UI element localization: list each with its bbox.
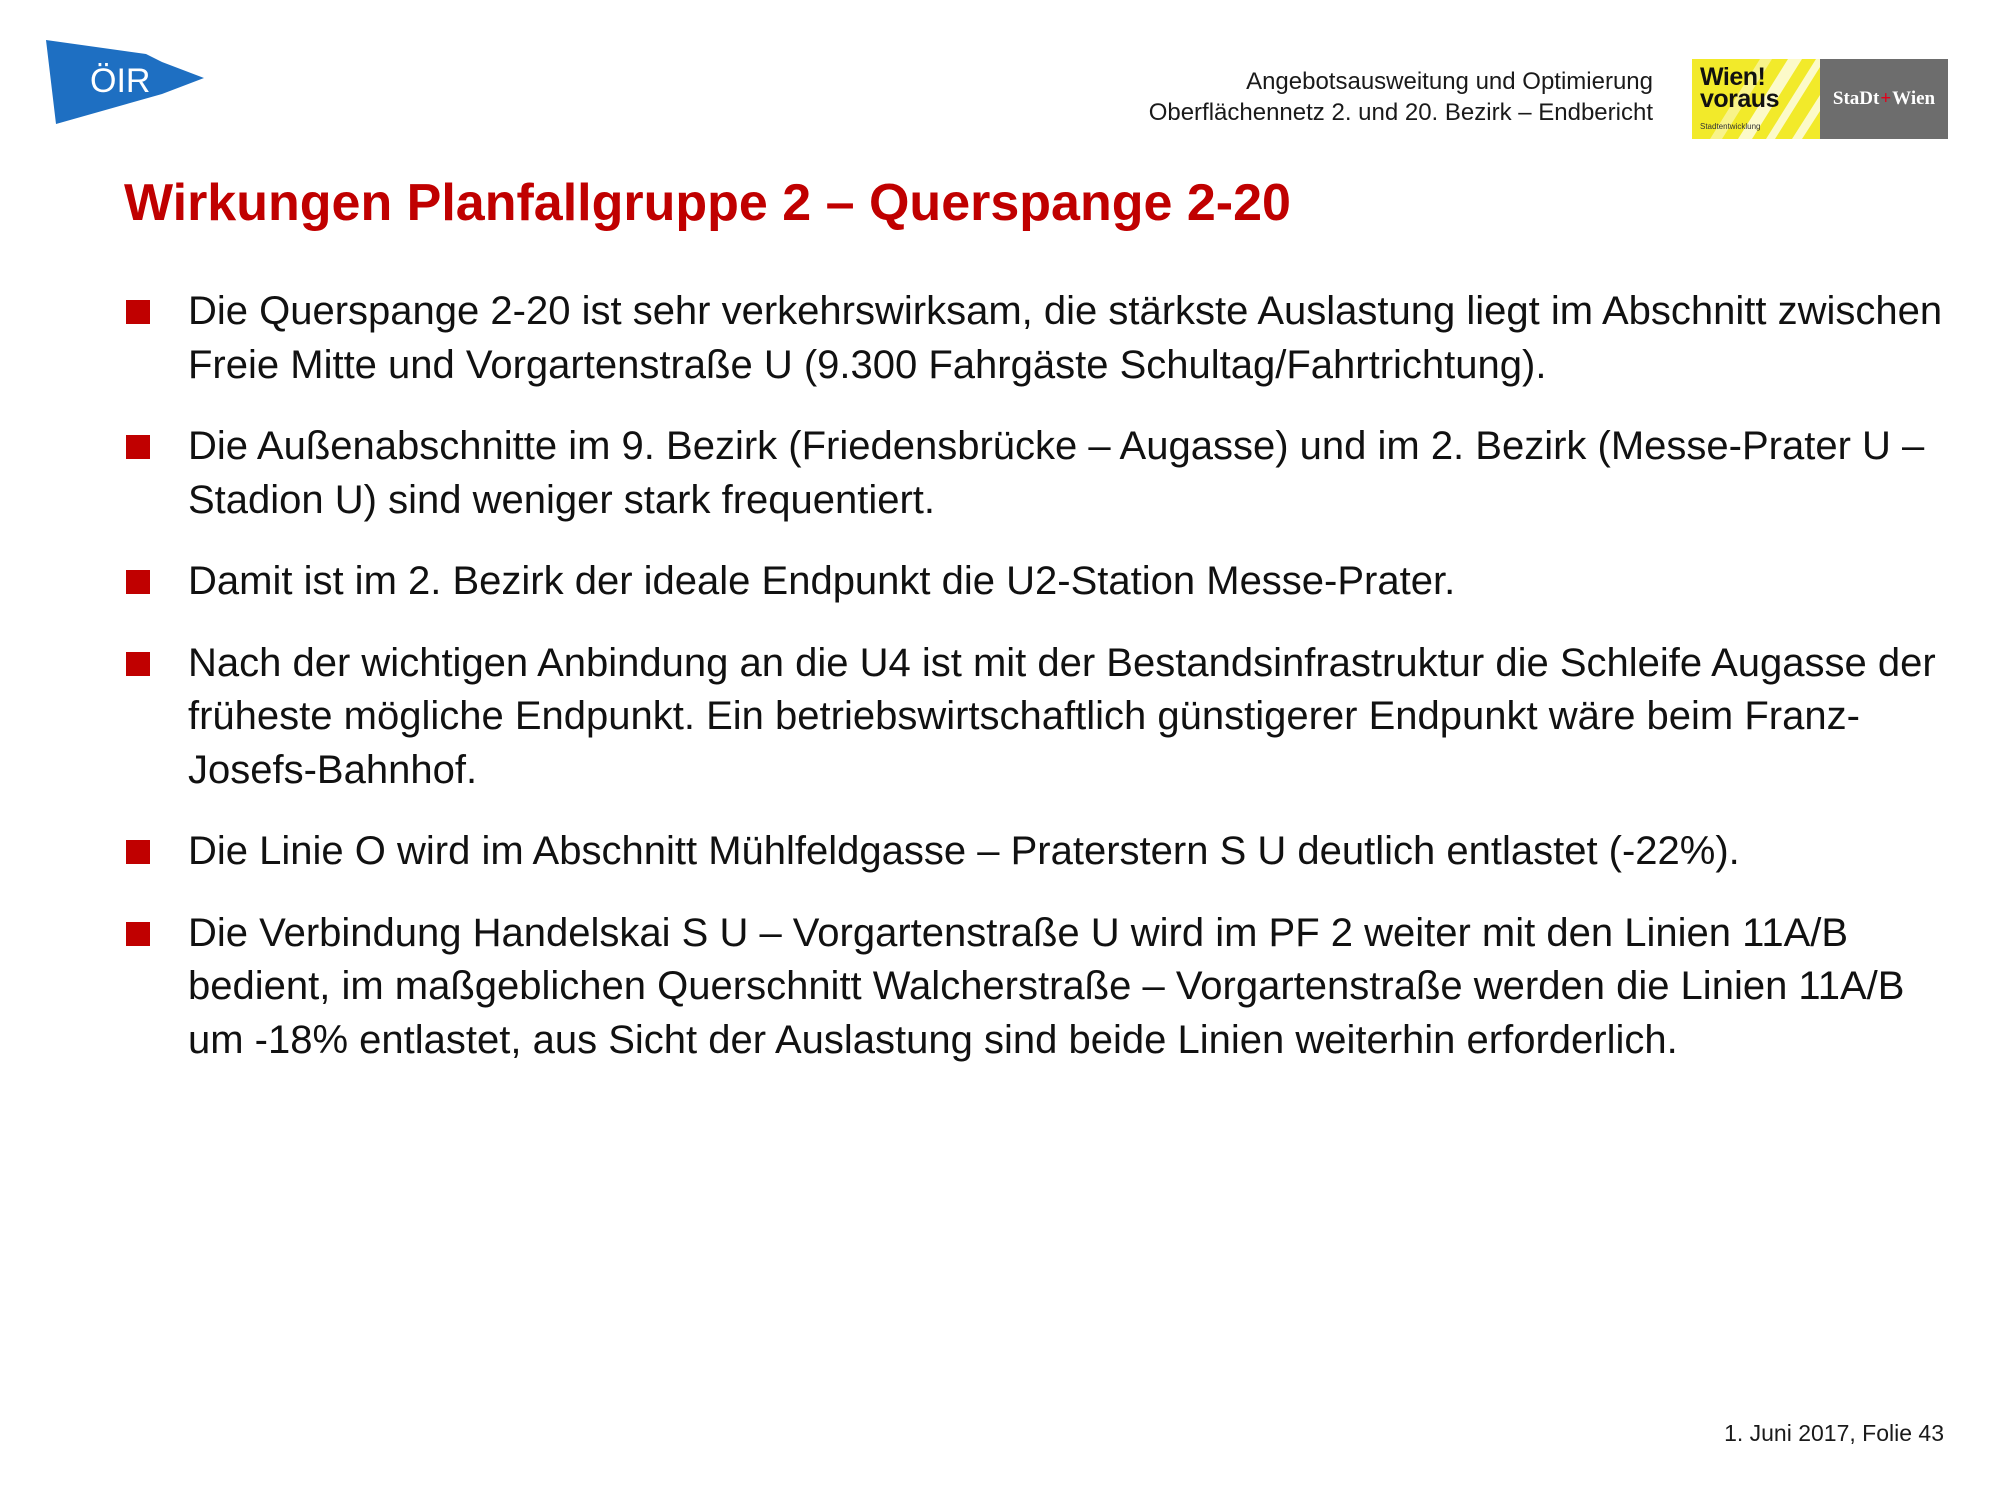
bullet-square-icon — [126, 840, 150, 864]
bullet-square-icon — [126, 570, 150, 594]
bullet-item — [126, 285, 1956, 392]
bullet-text: Damit ist im 2. Bezirk der ideale Endpunkt die U2-Station Messe-Prater. — [188, 559, 1456, 603]
bullet-square-icon — [126, 300, 150, 324]
bullet-square-icon — [126, 652, 150, 676]
stadt-logo-part-2: Wien — [1892, 88, 1936, 109]
header-line-1: Angebotsausweitung und Optimierung — [1246, 68, 1653, 95]
wien-logo-line-2: voraus — [1700, 85, 1779, 113]
bullet-square-icon — [126, 922, 150, 946]
page-title: Wirkungen Planfallgruppe 2 – Querspange 2-20 — [124, 174, 1291, 232]
footer-date-slide: 1. Juni 2017, Folie 43 — [1724, 1420, 1944, 1446]
stadt-wien-logo — [1820, 59, 1948, 139]
oir-logo — [46, 40, 206, 124]
wien-logo-line-3: Stadtentwicklung — [1700, 122, 1761, 131]
oir-logo-text: ÖIR — [90, 62, 151, 100]
bullet-text: Die Linie O wird im Abschnitt Mühlfeldgasse – Praterstern S U deutlich entlastet (-22%). — [188, 829, 1740, 873]
stadt-logo-part-1: StaDt — [1832, 88, 1880, 109]
bullet-list — [126, 285, 1956, 1095]
bullet-item — [126, 907, 1956, 1068]
bullet-text: Die Querspange 2-20 ist sehr verkehrswirksam, die stärkste Auslastung liegt im Abschnitt zwischen Freie Mitte und Vorgartenstraße U (9.300 Fahrgäste Schultag/Fahrtrichtung). — [188, 289, 1943, 387]
stadt-logo-cross-icon: + — [1880, 88, 1892, 109]
bullet-square-icon — [126, 435, 150, 459]
bullet-text: Die Außenabschnitte im 9. Bezirk (Friedensbrücke – Augasse) und im 2. Bezirk (Messe-Prater U – Stadion U) sind weniger stark frequentiert. — [188, 424, 1925, 522]
header-line-2: Oberflächennetz 2. und 20. Bezirk – Endbericht — [1148, 99, 1653, 126]
bullet-item — [126, 637, 1956, 798]
bullet-item — [126, 555, 1956, 609]
bullet-text: Die Verbindung Handelskai S U – Vorgartenstraße U wird im PF 2 weiter mit den Linien 11A/B bedient, im maßgeblichen Querschnitt Walcherstraße – Vorgartenstraße werden die Linien 11A/B um -18% entlastet, aus Sicht der Auslastung sind beide Linien weiterhin erforderlich. — [188, 910, 1905, 1062]
wien-voraus-logo — [1692, 59, 1820, 139]
bullet-item — [126, 825, 1956, 879]
bullet-item — [126, 420, 1956, 527]
bullet-text: Nach der wichtigen Anbindung an die U4 ist mit der Bestandsinfrastruktur die Schleife Augasse der früheste mögliche Endpunkt. Ein betriebswirtschaftlich günstigerer Endpunkt wäre beim Franz-Josefs-Bahnhof. — [188, 640, 1936, 792]
wien-logo-line-1: Wien! — [1700, 63, 1766, 91]
document-header — [1149, 66, 1653, 128]
